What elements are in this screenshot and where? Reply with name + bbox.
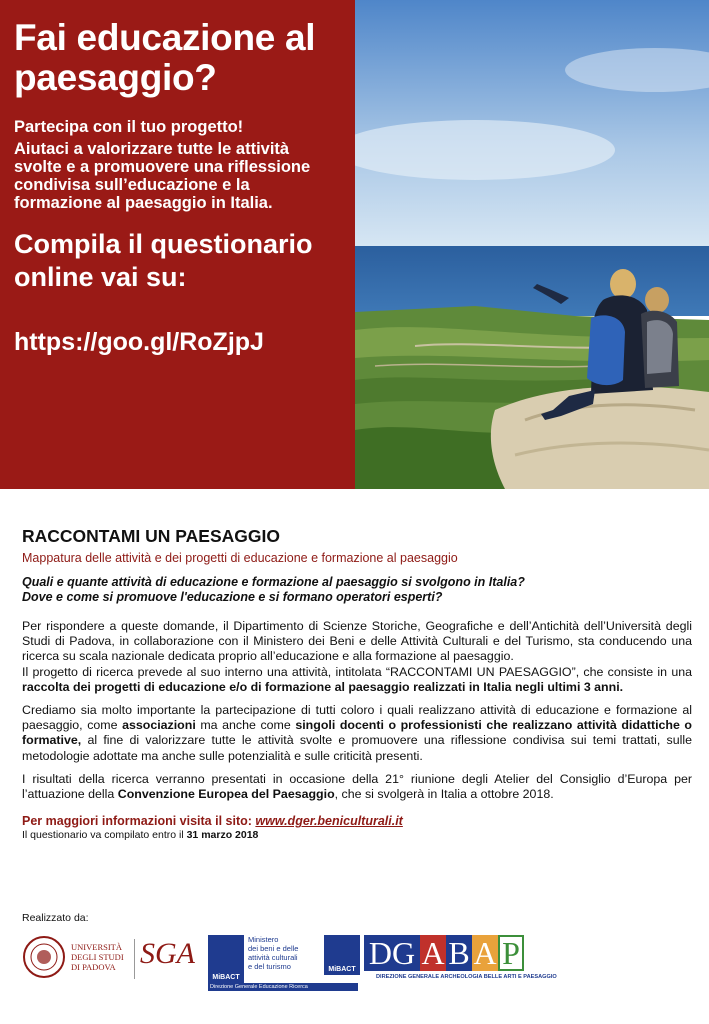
paragraph-4-text-b: , che si svolgerà in Italia a ottobre 2018. [334,787,554,802]
dgabap-footer: DIREZIONE GENERALE ARCHEOLOGIA BELLE ARTI E PAESAGGIO [376,974,557,980]
paragraph-3-bold-a: associazioni [122,718,196,733]
hero-text-panel [0,0,355,489]
hero-banner [0,0,709,489]
paragraph-3-bold-b: singoli docenti o professionisti che realizzano attività didattiche o formative, [22,718,693,748]
info-website-link[interactable]: www.dger.beniculturali.it [255,814,403,829]
more-info-label: Per maggiori informazioni visita il sito: [22,814,256,829]
paragraph-3-text-a: Crediamo sia molto importante la partecipazione di tutti coloro i quali realizzano attività di educazione e formazione al paesaggio, come [22,703,692,733]
dg-letter-a2: A [473,934,497,971]
unipd-line-2: DEGLI STUDI [71,952,124,962]
mibact-mark: MiBACT [208,935,244,983]
unipd-name [71,942,124,972]
mibact-line-2: dei beni e delle [248,944,299,953]
unipd-logo [22,935,124,979]
question-1: Quali e quante attività di educazione e formazione al paesaggio si svolgono in Italia? [22,575,525,589]
article-title: RACCONTAMI UN PAESAGGIO [22,526,280,546]
sga-logo: SGA [140,937,195,970]
deadline-date: 31 marzo 2018 [186,829,259,842]
questionnaire-link[interactable]: https://goo.gl/RoZjpJ [14,328,264,356]
paragraph-1: Per rispondere a queste domande, il Dipartimento di Scienze Storiche, Geografiche e dell’Antichità dell’Università degli Studi di Padova, in collaborazione con il Ministero dei Beni e delle Attività Culturali e del Turismo, sta conducendo una ricerca su scala nazionale dedicata proprio all’educazione e alla formazione al paesaggio. [22,619,692,664]
key-questions [22,575,692,605]
more-info [22,814,692,828]
landscape-illustration [355,0,709,489]
intro-text: Aiutaci a valorizzare tutte le attività svolte e a promuovere una riflessione condivisa sull’educazione e la formazione al paesaggio in Italia. [14,140,311,212]
dgabap-logo [324,934,557,980]
intro-call: Partecipa con il tuo progetto! [14,118,244,136]
paragraph-3 [22,703,692,764]
paragraph-2-emphasis: raccolta dei progetti di educazione e/o di formazione al paesaggio realizzati in Italia negli ultimi 3 anni. [22,679,624,694]
article-subtitle: Mappatura delle attività e dei progetti di educazione e formazione al paesaggio [22,551,458,565]
unipd-line-1: UNIVERSITÀ [71,942,122,952]
unipd-line-3: DI PADOVA [71,962,116,972]
paragraph-4-bold: Convenzione Europea del Paesaggio [117,787,335,802]
deadline-text: Il questionario va compilato entro il [22,829,187,842]
mibact-footer: Direzione Generale Educazione Ricerca [208,983,358,991]
paragraph-3-text-c: al fine di valorizzare tutte le attività svolte e promuovere una riflessione condivisa sui temi trattati, sulle metodologie adottate ma anche sulle potenzialità e sulle criticità presenti. [22,733,692,763]
dgabap-mibact-mark: MiBACT [324,935,360,975]
mibact-logo [208,935,308,990]
dg-letter-a1: A [421,934,445,971]
deadline-note [22,829,692,841]
mibact-name [248,935,298,983]
logo-divider [134,939,135,979]
dg-letter-b: B [446,935,472,971]
dg-letter-p: P [498,935,524,971]
paragraph-4 [22,772,692,802]
landscape-photo [355,0,709,489]
partner-logos [22,934,692,990]
paragraph-4-text-a: I risultati della ricerca verranno presentati in occasione della 21° riunione degli Atelier del Consiglio d’Europa per l’attuazione della [22,771,692,802]
paragraph-2-text: Il progetto di ricerca prevede al suo interno una attività, intitolata “RACCONTAMI UN PAESAGGIO”, che consiste in una [22,664,692,679]
mibact-line-3: attività culturali [248,953,298,962]
paragraph-2 [22,665,692,695]
dg-letters-dg: DG [364,935,420,971]
cta-text: Compila il questionario online vai su: [14,229,313,292]
mibact-line-4: e del turismo [248,962,291,971]
dgabap-letters [364,935,524,971]
credits-label: Realizzato da: [22,912,89,924]
mibact-line-1: Ministero [248,935,279,944]
unipd-seal-icon [22,935,66,979]
paragraph-3-text-b: ma anche come [195,718,296,733]
headline: Fai educazione al paesaggio? [14,17,316,98]
question-2: Dove e come si promuove l'educazione e si formano operatori esperti? [22,590,443,604]
article [22,526,692,841]
